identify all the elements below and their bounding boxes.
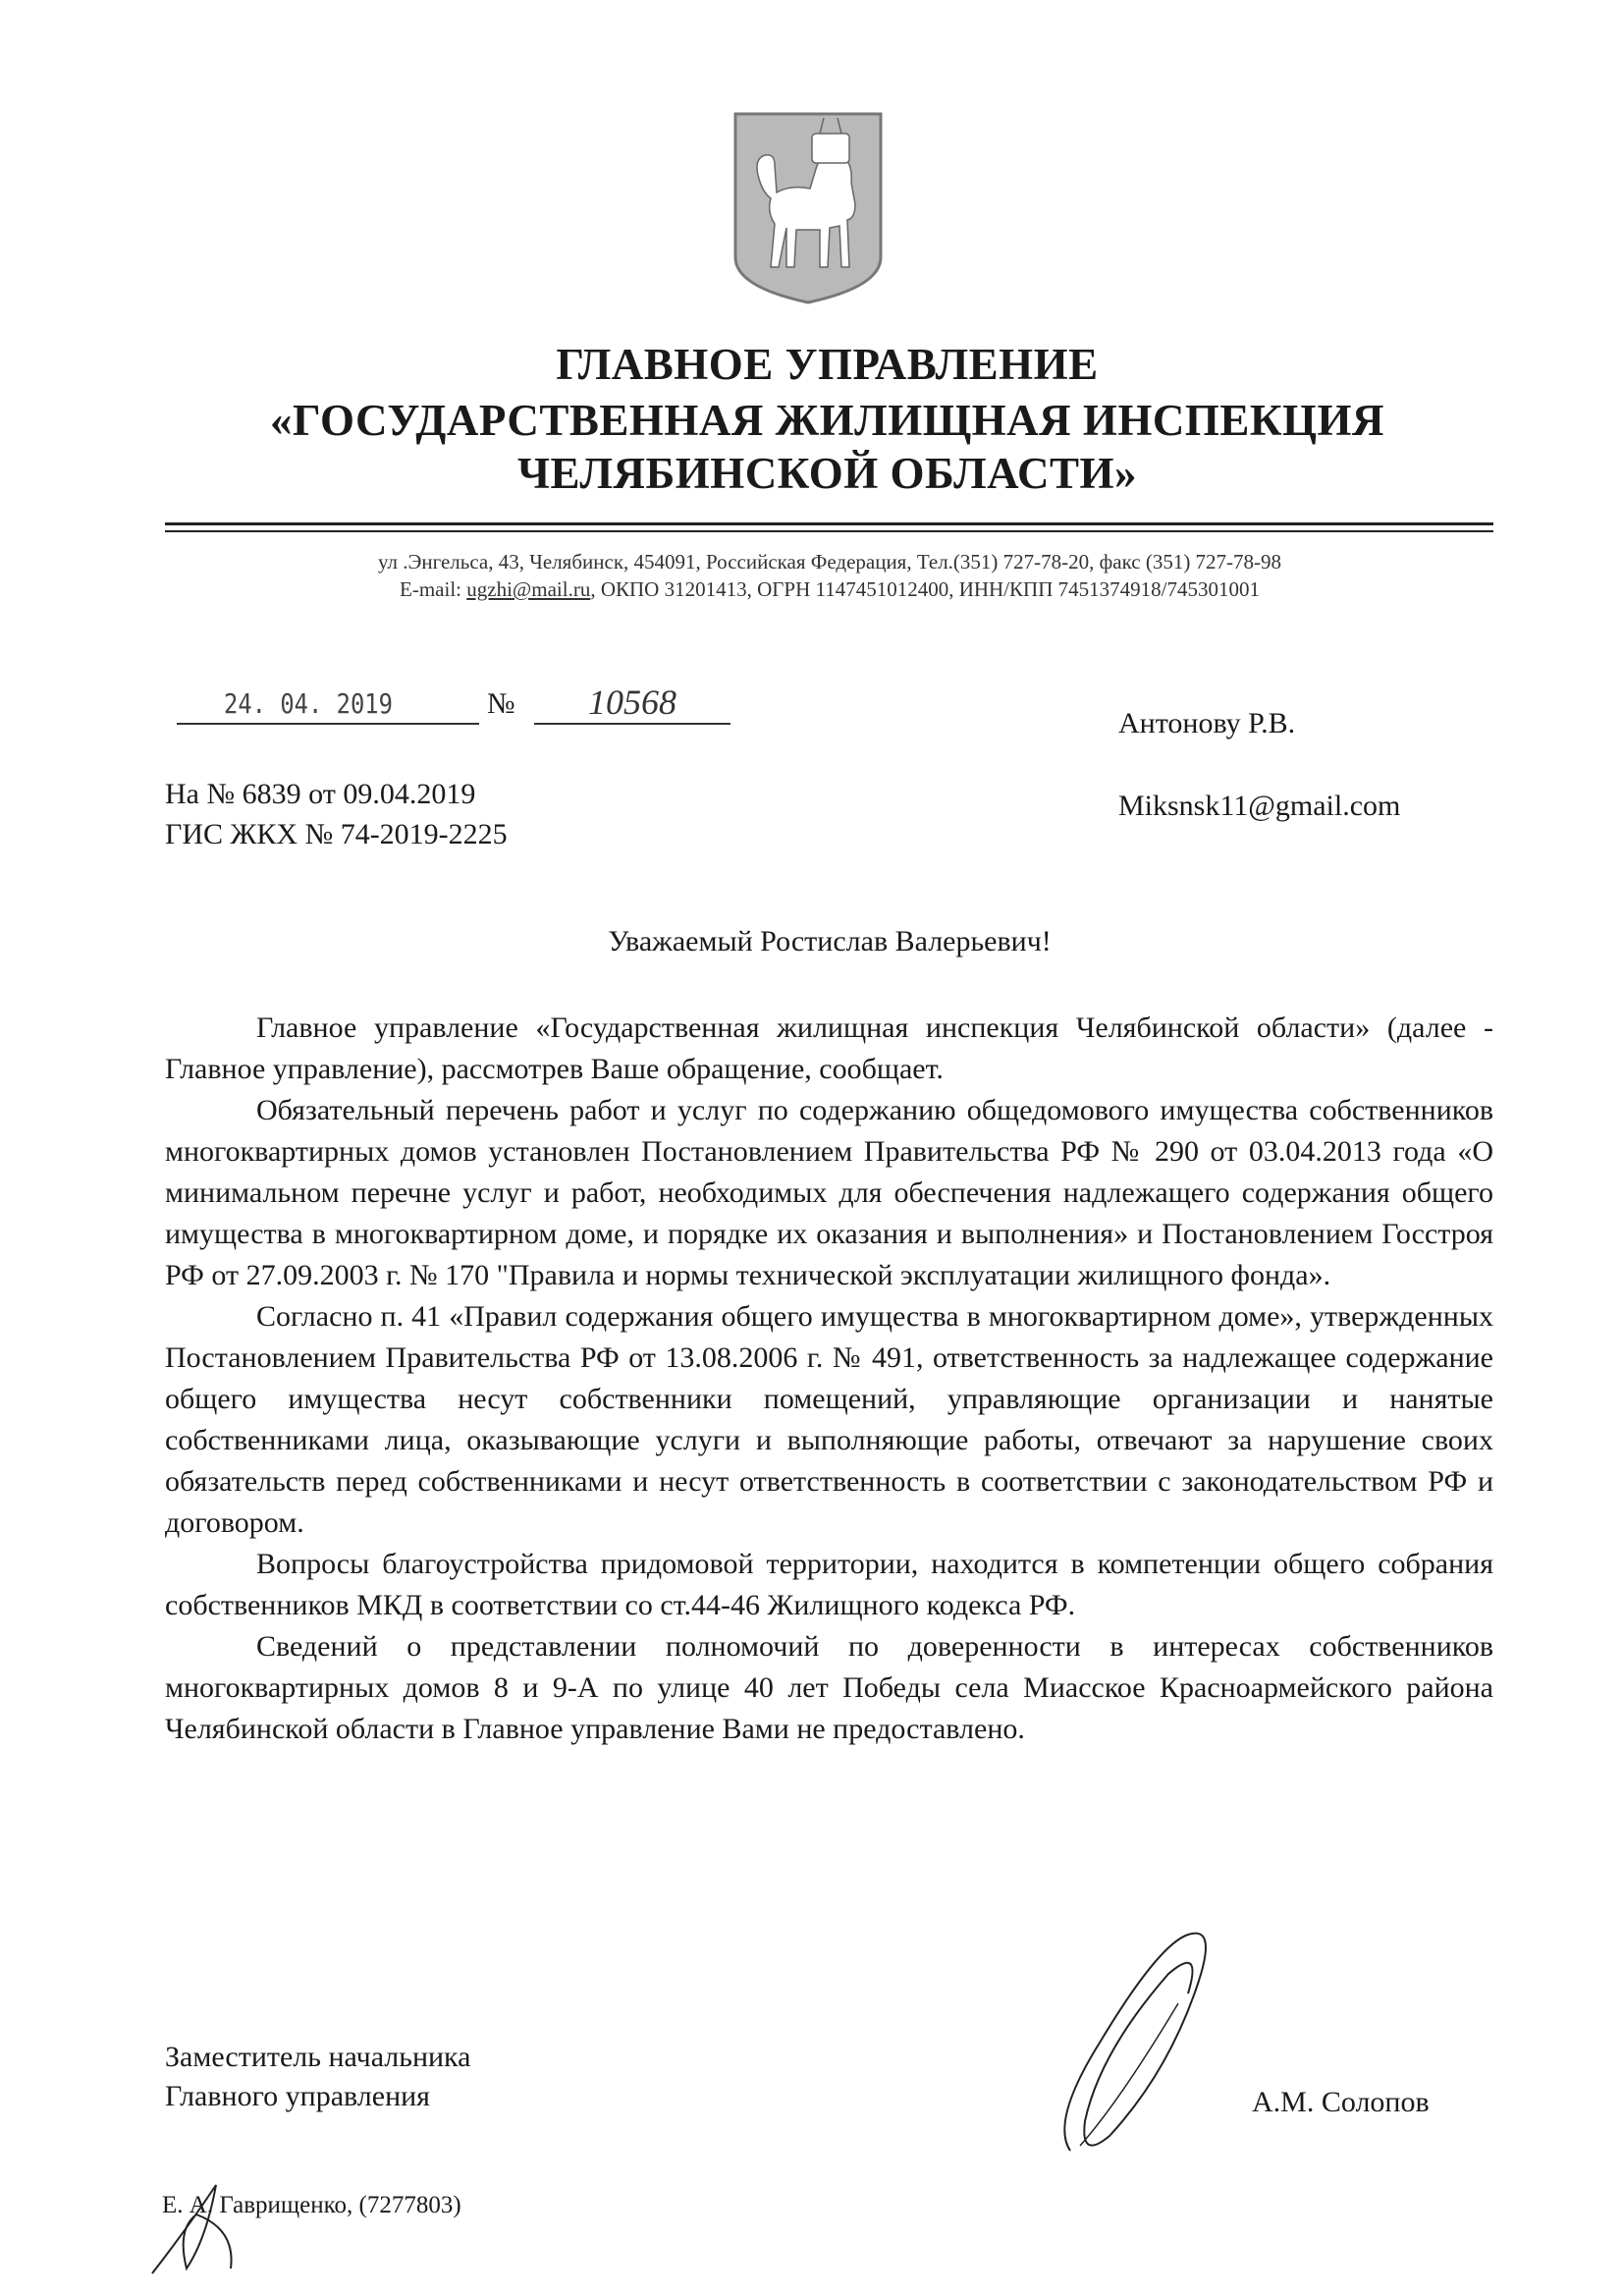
org-title-line-3: ЧЕЛЯБИНСКОЙ ОБЛАСТИ» — [517, 449, 1137, 498]
coat-of-arms-emblem — [731, 110, 885, 304]
org-contacts — [0, 577, 1623, 602]
letter-body — [165, 1008, 1493, 1750]
reference-number: На № 6839 от 09.04.2019 — [165, 778, 476, 810]
org-title-line-2: «ГОСУДАРСТВЕННАЯ ЖИЛИЩНАЯ ИНСПЕКЦИЯ — [269, 396, 1385, 445]
number-label: № — [487, 687, 515, 720]
paragraph: Главное управление «Государственная жилищная инспекция Челябинской области» (далее - Главное управление), рассмотрев Ваше обращение, сообщает. — [165, 1011, 1493, 1085]
number-field — [534, 683, 730, 725]
date-field — [177, 687, 479, 725]
gis-number: ГИС ЖКХ № 74-2019-2225 — [165, 818, 508, 850]
paragraph: Вопросы благоустройства придомовой территории, находится в компетенции общего собрания собственников МКД в соответствии со ст.44-46 Жилищного кодекса РФ. — [165, 1548, 1493, 1621]
executor-initials-signature — [147, 2170, 245, 2278]
signer-name: А.М. Солопов — [1252, 2086, 1430, 2118]
header-divider — [165, 530, 1493, 532]
paragraph: Сведений о представлении полномочий по доверенности в интересах собственников многоквартирных домов 8 и 9-А по улице 40 лет Победы села Миасское Красноармейского района Челябинской области в Главное управление Вами не предоставлено. — [165, 1630, 1493, 1745]
registration-number: 10568 — [588, 683, 676, 722]
greeting: Уважаемый Ростислав Валерьевич! — [608, 925, 1052, 957]
signer-position-line-2: Главного управления — [165, 2080, 430, 2112]
executor-contact: Е. А. Гаврищенко, (7277803) — [162, 2192, 461, 2218]
org-address: ул .Энгельса, 43, Челябинск, 454091, Российская Федерация, Тел.(351) 727-78-20, факс (351) 727-78-98 — [377, 550, 1282, 574]
org-codes: , ОКПО 31201413, ОГРН 1147451012400, ИНН/КПП 7451374918/745301001 — [590, 577, 1260, 601]
registration-date: 24. 04. 2019 — [224, 687, 393, 720]
org-email-link[interactable]: ugzhi@mail.ru — [466, 577, 591, 601]
org-title-line-1: ГЛАВНОЕ УПРАВЛЕНИЕ — [556, 340, 1099, 389]
paragraph: Обязательный перечень работ и услуг по содержанию общедомового имущества собственников многоквартирных домов установлен Постановлением Правительства РФ № 290 от 03.04.2013 года «О минимальном перечне услуг и работ, необходимых для обеспечения надлежащего содержания общего имущества в многоквартирном доме, и порядке их оказания и выполнения» и Постановлением Госстроя РФ от 27.09.2003 г. № 170 "Правила и нормы технической эксплуатации жилищного фонда». — [165, 1094, 1493, 1291]
handwritten-signature — [1041, 1925, 1237, 2160]
signer-position-line-1: Заместитель начальника — [165, 2041, 471, 2073]
recipient-name: Антонову Р.В. — [1118, 707, 1296, 739]
paragraph: Согласно п. 41 «Правил содержания общего имущества в многоквартирном доме», утвержденных Постановлением Правительства РФ от 13.08.2006 г. № 491, ответственность за надлежащее содержание общего имущества несут собственники помещений, управляющие организации и нанятые собственниками лица, оказывающие услуги и выполняющие работы, отвечают за нарушение своих обязательств перед собственниками и несут ответственность в соответствии с законодательством РФ и договором. — [165, 1300, 1493, 1539]
recipient-email: Miksnsk11@gmail.com — [1118, 790, 1401, 822]
header-divider — [165, 522, 1493, 525]
email-label: E-mail: — [400, 577, 462, 601]
